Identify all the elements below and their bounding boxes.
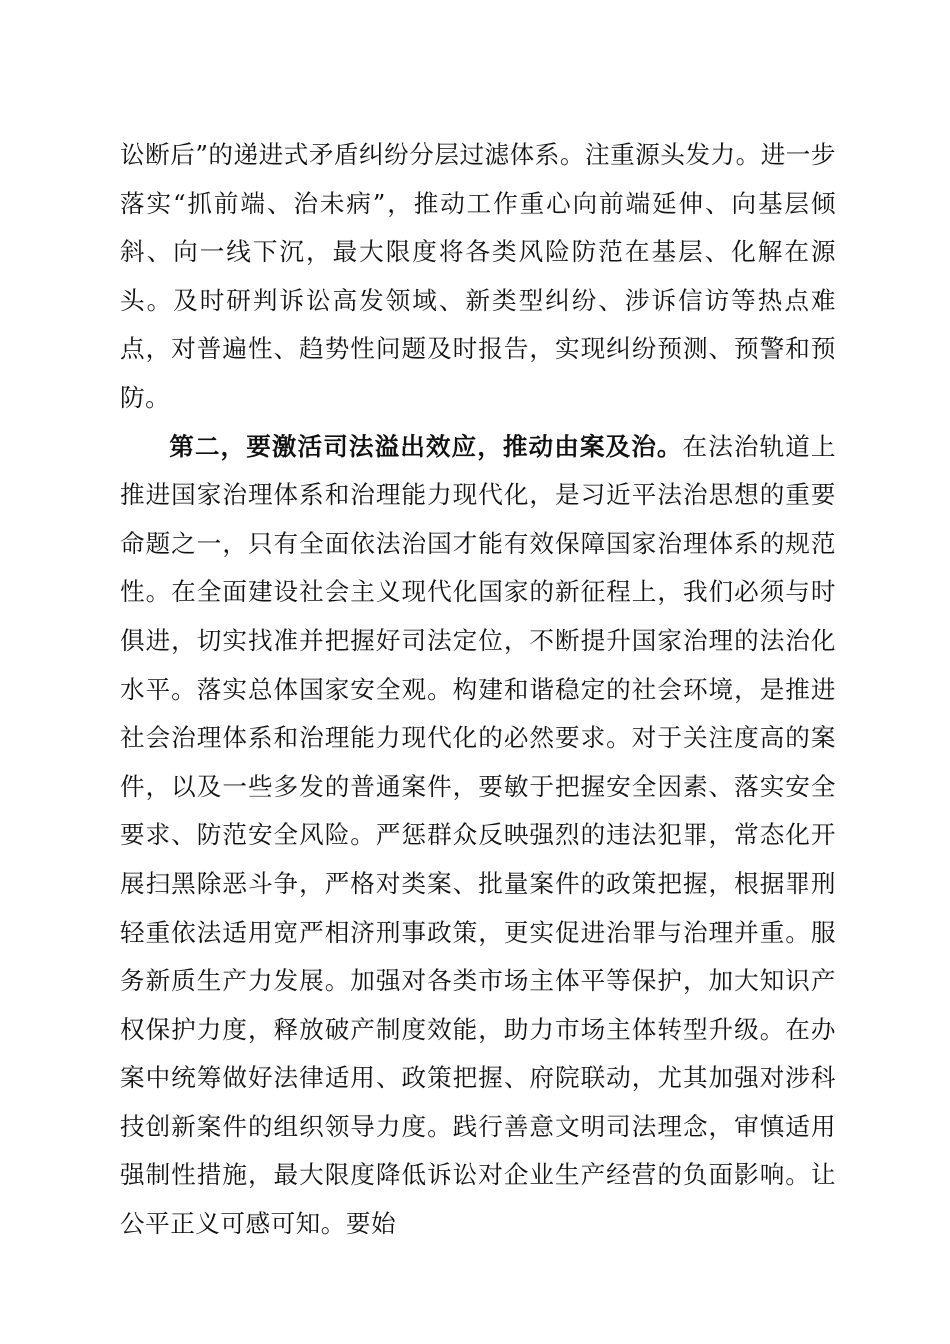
- paragraph-text: 在法治轨道上推进国家治理体系和治理能力现代化，是习近平法治思想的重要命题之一，只有全面依法治国才能有效保障国家治理体系的规范性。在全面建设社会主义现代化国家的新征程上，我们必须与时俱进，切实找准并把握好司法定位，不断提升国家治理的法治化水平。落实总体国家安全观。构建和谐稳定的社会环境，是推进社会治理体系和治理能力现代化的必然要求。对于关注度高的案件，以及一些多发的普通案件，要敏于把握安全因素、落实安全要求、防范安全风险。严惩群众反映强烈的违法犯罪，常态化开展扫黑除恶斗争，严格对类案、批量案件的政策把握，根据罪刑轻重依法适用宽严相济刑事政策，更实促进治罪与治理并重。服务新质生产力发展。加强对各类市场主体平等保护，加大知识产权保护力度，释放破产制度效能，助力市场主体转型升级。在办案中统筹做好法律适用、政策把握、府院联动，尤其加强对涉科技创新案件的组织领导力度。践行善意文明司法理念，审慎适用强制性措施，最大限度降低诉讼对企业生产经营的负面影响。让公平正义可感可知。要始: [120, 431, 836, 1239]
- paragraph-continued: [120, 131, 836, 423]
- paragraph-text: 讼断后”的递进式矛盾纠纷分层过滤体系。注重源头发力。进一步落实“抓前端、治未病”，推动工作重心向前端延伸、向基层倾斜、向一线下沉，最大限度将各类风险防范在基层、化解在源头。及时研判诉讼高发领域、新类型纠纷、涉诉信访等热点难点，对普遍性、趋势性问题及时报告，实现纠纷预测、预警和预防。: [120, 140, 836, 412]
- paragraph-second-point: [120, 423, 836, 1249]
- paragraph-lead-heading: 第二，要激活司法溢出效应，推动由案及治。: [169, 431, 683, 461]
- body-text: [120, 131, 836, 1249]
